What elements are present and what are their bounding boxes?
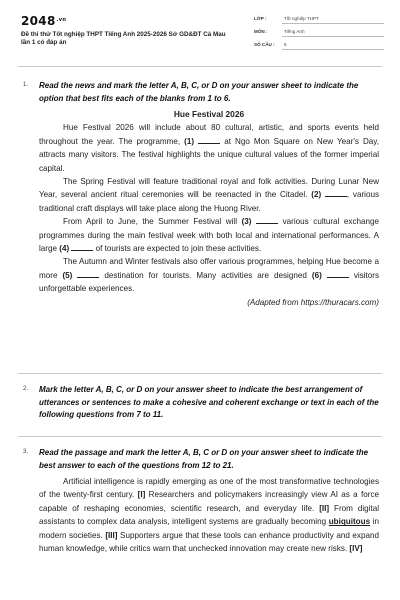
meta-subject-value: Tiếng Anh <box>284 29 305 34</box>
passage-text: Artificial intelligence is rapidly emerging as one of the most transformative technologies of the twenty-first century. <box>39 477 379 500</box>
passage-title: Hue Festival 2026 <box>173 109 245 119</box>
answer-blank <box>198 136 220 144</box>
question-number: 3. <box>23 449 29 455</box>
question-number: 1. <box>23 82 29 88</box>
meta-class-label: LỚP : <box>254 16 267 21</box>
insertion-marker: [IV] <box>349 544 363 554</box>
meta-divider <box>282 23 384 24</box>
site-logo[interactable] <box>21 14 66 28</box>
passage-text: , various traditional craft displays will take place along the Huong River. <box>39 190 380 213</box>
blank-number: (3) <box>241 217 252 227</box>
passage-paragraph <box>39 175 379 215</box>
logo-text: 2048 <box>21 14 56 28</box>
passage-text: The Autumn and Winter festivals also offer various programmes, helping Hue become a more <box>39 257 379 280</box>
passage-text: in modern societies. <box>39 517 379 540</box>
passage-text: Hue Festival 2026 will include about 80 cultural, artistic, and sports events held throughout the year. The programme, <box>39 123 379 146</box>
reading-passage <box>39 475 379 555</box>
reading-passage <box>39 108 379 309</box>
section-divider <box>18 373 382 374</box>
answer-blank <box>325 189 347 197</box>
passage-text: Researchers and policymakers increasingly view AI as a force capable of reshaping economies, scientific research, and everyday life. <box>39 490 379 513</box>
passage-text: The Spring Festival will feature traditional royal and folk activities. During Lunar New Year, several ancient ritual ceremonies will be reenacted in the Citadel. <box>39 177 379 200</box>
meta-count-label: SỐ CÂU : <box>254 42 275 47</box>
exam-meta <box>254 16 384 55</box>
meta-divider <box>282 36 384 37</box>
meta-count <box>254 42 384 55</box>
answer-blank <box>77 270 99 278</box>
insertion-marker: [II] <box>319 503 330 513</box>
section-divider <box>18 66 382 67</box>
question-instruction: Read the passage and mark the letter A, B, C or D on your answer sheet to indicate the best answer to each of the questions from 12 to 21. <box>39 448 369 470</box>
meta-class <box>254 16 384 29</box>
meta-count-value: 6 <box>284 42 287 47</box>
insertion-marker: [I] <box>137 490 146 500</box>
question-instruction: Read the news and mark the letter A, B, C, or D on your answer sheet to indicate the option that best fits each of the blanks from 1 to 6. <box>39 81 359 103</box>
passage-paragraph <box>39 215 379 255</box>
passage-paragraph <box>39 121 379 175</box>
passage-text: From April to June, the Summer Festival will <box>63 217 242 227</box>
keyword-underlined: ubiquitous <box>328 517 371 527</box>
blank-number: (6) <box>311 270 322 280</box>
passage-paragraph <box>39 255 379 295</box>
passage-source: (Adapted from https://thuracars.com) <box>247 297 379 307</box>
meta-subject <box>254 29 384 42</box>
blank-number: (5) <box>62 270 73 280</box>
passage-text: destination for tourists. Many activities are designed <box>99 270 312 280</box>
blank-number: (2) <box>311 190 322 200</box>
passage-text: at Ngo Mon Square on New Year's Day, attracts many visitors. The festival highlights the unique cultural values of the former imperial capital. <box>39 136 379 173</box>
passage-text: Supporters argue that these tools can enhance productivity and expand human knowledge, while critics warn that unchecked innovation may create new risks. <box>39 530 379 554</box>
blank-number: (1) <box>184 136 195 146</box>
passage-text: visitors unforgettable experiences. <box>39 270 380 294</box>
insertion-marker: [III] <box>105 530 118 540</box>
blank-number: (4) <box>59 244 70 254</box>
answer-blank <box>327 270 349 278</box>
question-instruction: Mark the letter A, B, C, or D on your answer sheet to indicate the best arrangement of utterances or sentences to make a cohesive and coherent exchange or text in each of the following questions from 7 to 11. <box>39 385 379 419</box>
logo-suffix: .vn <box>56 17 67 23</box>
answer-blank <box>256 216 278 224</box>
passage-text: various cultural exchange programmes during the main festival week with both local and international performances. A large <box>39 217 380 254</box>
passage-text: of tourists are expected to join these activities. <box>93 244 262 254</box>
document-title: Đề thi thử Tốt nghiệp THPT Tiếng Anh 2025-2026 Sở GD&ĐT Cà Mau lần 1 có đáp án <box>21 31 226 47</box>
meta-subject-label: MÔN : <box>254 29 268 34</box>
answer-blank <box>71 243 93 251</box>
question-number: 2. <box>23 386 29 392</box>
passage-text: From digital assistants to complex data analysis, intelligent systems are gradually becoming <box>39 503 379 527</box>
document-header <box>0 0 400 64</box>
meta-divider <box>282 49 384 50</box>
section-divider <box>18 436 382 437</box>
passage-paragraph <box>39 475 379 555</box>
meta-class-value: Tốt nghiệp THPT <box>284 16 319 21</box>
